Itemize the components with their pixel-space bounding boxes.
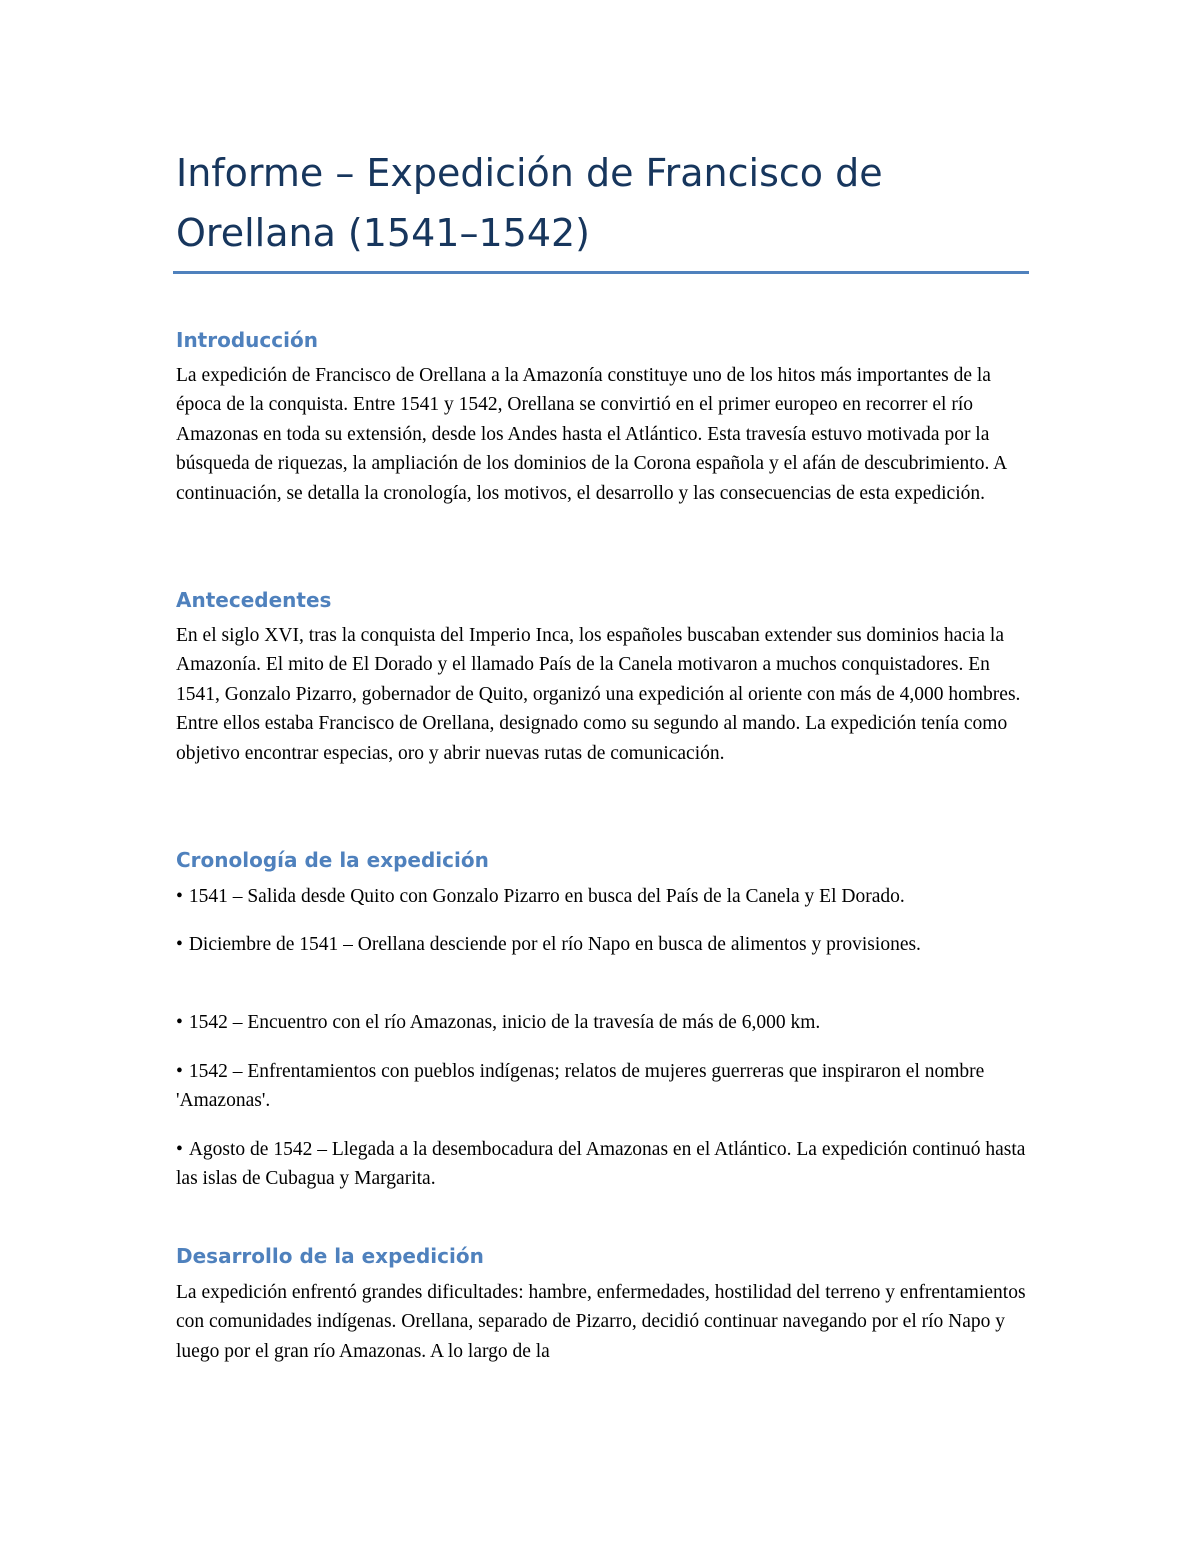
bullet-icon: • <box>176 1139 183 1160</box>
bullet-icon: • <box>176 1012 183 1033</box>
heading-desarrollo: Desarrollo de la expedición <box>176 1244 484 1268</box>
timeline-item-text: Diciembre de 1541 – Orellana desciende por el río Napo en busca de alimentos y provisiones. <box>188 934 921 955</box>
bullet-icon: • <box>176 934 183 955</box>
timeline-item-text: 1541 – Salida desde Quito con Gonzalo Pizarro en busca del País de la Canela y El Dorado. <box>188 886 905 907</box>
paragraph-desarrollo: La expedición enfrentó grandes dificultades: hambre, enfermedades, hostilidad del terreno y enfrentamientos con comunidades indígenas. Orellana, separado de Pizarro, decidió continuar navegando por el río Napo y luego por el gran río Amazonas. A lo largo de la <box>176 1282 1026 1362</box>
timeline-item-text: 1542 – Encuentro con el río Amazonas, inicio de la travesía de más de 6,000 km. <box>188 1012 821 1033</box>
bullet-icon: • <box>176 1061 183 1082</box>
document-title: Informe – Expedición de Francisco de Orellana (1541–1542) <box>176 151 883 255</box>
heading-cronologia: Cronología de la expedición <box>176 848 489 872</box>
title-underline-rule <box>173 271 1029 274</box>
paragraph-introduccion: La expedición de Francisco de Orellana a la Amazonía constituye uno de los hitos más importantes de la época de la conquista. Entre 1541 y 1542, Orellana se convirtió en el primer europeo en recorrer el río Amazonas en toda su extensión, desde los Andes hasta el Atlántico. Esta travesía estuvo motivada por la búsqueda de riquezas, la ampliación de los dominios de la Corona española y el afán de descubrimiento. A continuación, se detalla la cronología, los motivos, el desarrollo y las consecuencias de esta expedición. <box>176 365 1007 504</box>
timeline-item <box>176 1057 1026 1116</box>
timeline-item <box>176 930 1026 959</box>
timeline-item-text: 1542 – Enfrentamientos con pueblos indígenas; relatos de mujeres guerreras que inspiraron el nombre 'Amazonas'. <box>176 1061 985 1112</box>
timeline-item <box>176 1008 1026 1037</box>
timeline-item-text: Agosto de 1542 – Llegada a la desembocadura del Amazonas en el Atlántico. La expedición continuó hasta las islas de Cubagua y Margarita. <box>176 1139 1026 1190</box>
timeline-item <box>176 1135 1026 1194</box>
bullet-icon: • <box>176 886 183 907</box>
heading-introduccion: Introducción <box>176 328 318 352</box>
paragraph-antecedentes: En el siglo XVI, tras la conquista del Imperio Inca, los españoles buscaban extender sus dominios hacia la Amazonía. El mito de El Dorado y el llamado País de la Canela motivaron a muchos conquistadores. En 1541, Gonzalo Pizarro, gobernador de Quito, organizó una expedición al oriente con más de 4,000 hombres. Entre ellos estaba Francisco de Orellana, designado como su segundo al mando. La expedición tenía como objetivo encontrar especias, oro y abrir nuevas rutas de comunicación. <box>176 625 1021 764</box>
heading-antecedentes: Antecedentes <box>176 588 332 612</box>
timeline-item <box>176 882 1026 911</box>
